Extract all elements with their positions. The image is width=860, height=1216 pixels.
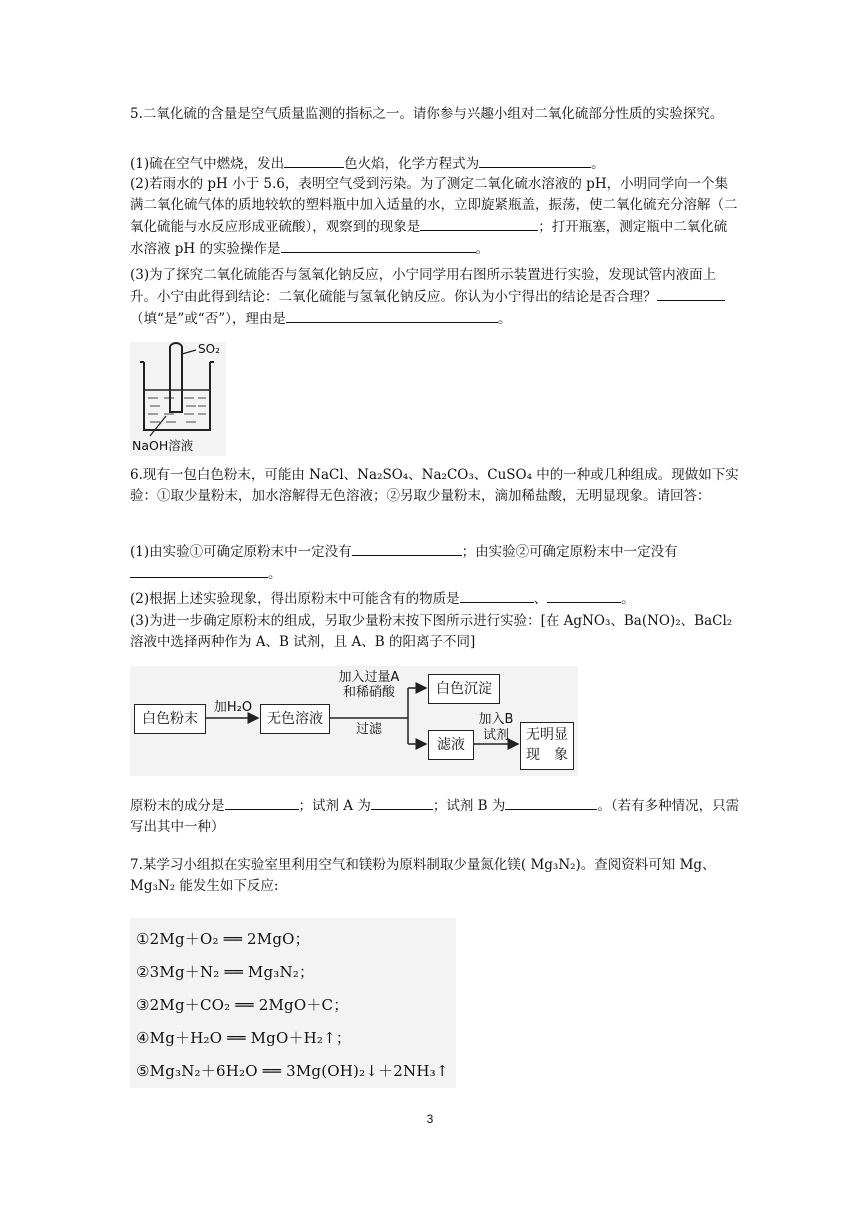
flow-label-add-a-line1: 加入过量A [338, 670, 400, 685]
q6-flowchart [130, 666, 578, 776]
equation-1: ①2Mg＋O₂ ══ 2MgO； [136, 930, 310, 948]
flow-label-add-b-line2: 试剂 [482, 728, 509, 743]
equation-5: ⑤Mg₃N₂＋6H₂O ══ 3Mg(OH)₂↓＋2NH₃↑ [136, 1062, 449, 1080]
q6-part3: (3)为进一步确定原粉末的组成，另取少量粉末按下图所示进行实验：[在 AgNO₃、Ba(NO)₂、BaCl₂ 溶液中选择两种作为 A、B 试剂，且 A、B 的阳离子不同] [130, 613, 733, 650]
flow-label-add-b-line1: 加入B [478, 712, 514, 727]
q5-intro: 5.二氧化硫的含量是空气质量监测的指标之一。请你参与兴趣小组对二氧化硫部分性质的实验探究。 [130, 106, 724, 122]
equation-3: ③2Mg＋CO₂ ══ 2MgO＋C； [136, 996, 349, 1014]
q5-part1: (1)硫在空气中燃烧，发出 色火焰，化学方程式为 。 [130, 153, 740, 175]
equation-4: ④Mg＋H₂O ══ MgO＋H₂↑； [136, 1029, 352, 1047]
q5-part3: (3)为了探究二氧化硫能否与氢氧化钠反应，小宁同学用右图所示装置进行实验，发现试管内液面上升。小宁由此得到结论：二氧化硫能与氢氧化钠反应。你认为小宁得出的结论是否合理？（填“是”或“否”），理由是 。 [130, 265, 740, 330]
naoh-solution-label: NaOH溶液 [132, 438, 194, 453]
q7-intro: 7.某学习小组拟在实验室里利用空气和镁粉为原料制取少量氮化镁( Mg₃N₂)。查阅资料可知 Mg、Mg₃N₂ 能发生如下反应: [130, 857, 716, 894]
q6-part2: (2)根据上述实验现象，得出原粉末中可能含有的物质是 、 。 [130, 588, 740, 610]
q6-intro: 6.现有一包白色粉末，可能由 NaCl、Na₂SO₄、Na₂CO₃、CuSO₄ 中的一种或几种组成。现做如下实验：①取少量粉末，加水溶解得无色溶液；②另取少量粉末，滴加稀盐酸，无明显现象。请回答： [130, 467, 739, 504]
q6-answer-line: 原粉末的成分是 ；试剂 A 为 ；试剂 B 为 。（若有多种情况，只需写出其中一种） [130, 795, 740, 838]
flow-box5-line1: 无明显 [526, 727, 568, 743]
flow-label-add-a-line2: 和稀硝酸 [342, 685, 395, 700]
q5-apparatus-figure [130, 342, 226, 456]
so2-label: SO₂ [198, 342, 220, 356]
flow-label-add-water: 加H₂O [213, 700, 253, 715]
flow-box-no-obvious-phenomenon [520, 722, 574, 770]
equation-2: ②3Mg＋N₂ ══ Mg₃N₂； [136, 963, 315, 981]
q6-part1: (1)由实验①可确定原粉末中一定没有 ；由实验②可确定原粉末中一定没有 。 [130, 541, 740, 585]
flow-box-white-powder: 白色粉末 [134, 704, 206, 734]
flow-box-white-precipitate: 白色沉淀 [428, 674, 500, 704]
flow-box5-line2: 现 象 [526, 747, 568, 763]
flow-box-colorless-solution: 无色溶液 [260, 704, 330, 734]
flow-box-filtrate: 滤液 [428, 730, 474, 760]
page-number: 3 [426, 1112, 434, 1126]
flow-label-filter: 过滤 [355, 722, 382, 737]
q5-part2: (2)若雨水的 pH 小于 5.6，表明空气受到污染。为了测定二氧化硫水溶液的 pH，小明同学向一个集满二氧化硫气体的质地较软的塑料瓶中加入适量的水，立即旋紧瓶盖，振荡，使二氧化硫充分溶解（二氧化硫能与水反应形成亚硫酸），观察到的现象是 ；打开瓶塞，测定瓶中二氧化硫水溶液 pH 的实验操作是 。 [130, 176, 738, 257]
